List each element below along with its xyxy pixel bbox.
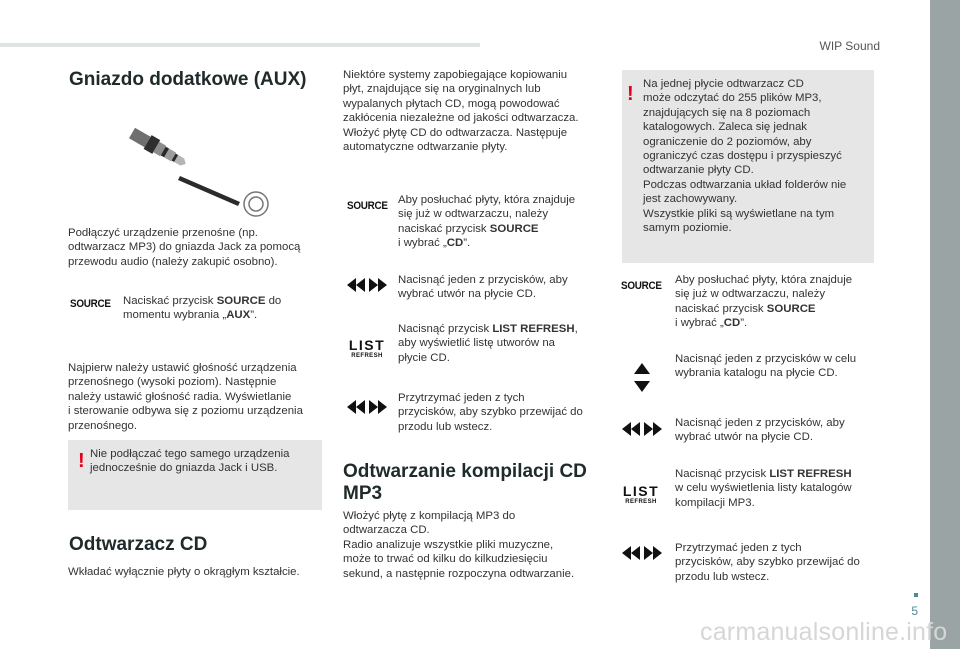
skip-arrows-icon <box>347 400 387 414</box>
warning-exclamation-icon: ! <box>627 83 634 105</box>
mp3-title: Odtwarzanie kompilacji CD MP3 <box>343 461 587 504</box>
list-refresh-button-icon: LIST REFRESH <box>622 483 660 505</box>
mp3-list-step: Nacisnąć przycisk LIST REFRESH w celu wyświetlenia listy katalogów kompilacji MP3. <box>675 468 852 509</box>
aux-warning-box <box>68 440 322 510</box>
mp3-skip-text: Nacisnąć jeden z przycisków, aby wybrać utwór na płycie CD. <box>675 417 845 444</box>
mp3-intro: Włożyć płytę z kompilacją MP3 do odtwarzacza CD. Radio analizuje wszystkie pliki muzyczne, może to trwać od kilku do kilkudziesięciu sekund, a następnie rozpoczyna odtwarzanie. <box>343 510 575 580</box>
skip-arrows-icon <box>622 546 662 560</box>
cd-note: Wkładać wyłącznie płyty o okrągłym kształcie. <box>68 566 300 578</box>
header-rule <box>0 43 480 47</box>
aux-step: Naciskać przycisk SOURCE do momentu wybrania „AUX”. <box>123 295 282 322</box>
cd-skip-text: Nacisnąć jeden z przycisków, aby wybrać utwór na płycie CD. <box>398 274 568 301</box>
source-button-icon: SOURCE <box>347 200 388 212</box>
mp3-play-step: Aby posłuchać płyty, która znajduje się już w odtwarzaczu, należy naciskać przycisk SOURCE i wybrać „CD”. <box>675 274 853 330</box>
skip-arrows-icon <box>622 422 662 436</box>
source-button-icon: SOURCE <box>621 280 662 292</box>
aux-title: Gniazdo dodatkowe (AUX) <box>69 69 307 90</box>
aux-volume-text: Najpierw należy ustawić głośność urządzenia przenośnego (wysoki poziom). Następnie należy ustawić głośność radia. Wyświetlanie i sterowanie odbywa się z poziomu urządzenia przenośnego. <box>68 362 303 432</box>
mp3-folder-text: Nacisnąć jeden z przycisków w celu wybrania katalogu na płycie CD. <box>675 353 857 380</box>
up-down-arrows-icon <box>634 363 650 392</box>
mp3-fast-text: Przytrzymać jeden z tych przycisków, aby szybko przewijać do przodu lub wstecz. <box>675 542 860 583</box>
cd-fast-text: Przytrzymać jeden z tych przycisków, aby szybko przewijać do przodu lub wstecz. <box>398 392 583 433</box>
page-marker <box>914 593 918 597</box>
watermark: carmanualsonline.info <box>700 618 948 646</box>
cd-copy-text: Niektóre systemy zapobiegające kopiowaniu płyt, znajdujące się na oryginalnych lub wypalanych płytach CD, mogą powodować zakłócenia niezależne od jakości odtwarzacza. Włożyć płytę CD do odtwarzacza. Następuje automatyczne odtwarzanie płyty. <box>343 69 579 154</box>
aux-intro: Podłączyć urządzenie przenośne (np. odtwarzacz MP3) do gniazda Jack za pomocą przewodu audio (należy zakupić osobno). <box>68 227 301 268</box>
mp3-warning-box <box>622 70 874 263</box>
mp3-warning-text: Na jednej płycie odtwarzacz CD może odczytać do 255 plików MP3, znajdujących się na 8 poziomach katalogowych. Zaleca się jednak ograniczenie do 2 poziomów, aby ograniczyć czas dostępu i przyspieszyć odtwarzanie płyty CD. Podczas odtwarzania układ folderów nie jest zachowywany. Wszystkie pliki są wyświetlane na tym samym poziomie. <box>643 78 847 235</box>
jack-plug-illustration <box>128 128 273 218</box>
page-edge-bar <box>930 0 960 649</box>
page-number: 5 <box>911 604 918 618</box>
source-button-icon: SOURCE <box>70 298 111 310</box>
list-refresh-button-icon: LIST REFRESH <box>348 337 386 359</box>
warning-exclamation-icon: ! <box>78 450 85 472</box>
cd-title: Odtwarzacz CD <box>69 534 208 555</box>
skip-arrows-icon <box>347 278 387 292</box>
cd-play-step: Aby posłuchać płyty, która znajduje się już w odtwarzaczu, należy naciskać przycisk SOURCE i wybrać „CD”. <box>398 194 576 250</box>
cd-list-step: Nacisnąć przycisk LIST REFRESH, aby wyświetlić listę utworów na płycie CD. <box>398 323 578 364</box>
aux-warning-text: Nie podłączać tego samego urządzenia jednocześnie do gniazda Jack i USB. <box>90 448 290 475</box>
section-header: WIP Sound <box>819 39 880 53</box>
